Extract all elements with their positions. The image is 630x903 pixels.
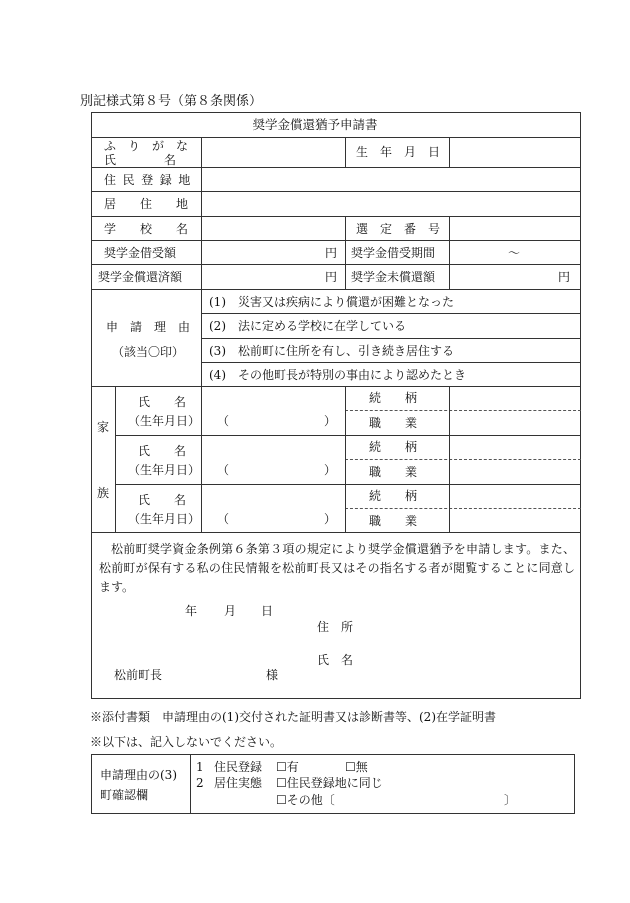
form-title: 奨学金償還猶予申請書 [252, 117, 378, 132]
birthdate-label: 生 年 月 日 [356, 145, 441, 159]
selection-number-label: 選 定 番 号 [356, 222, 441, 236]
unpaid-amount-label: 奨学金未償還額 [351, 270, 436, 284]
loan-period-tilde: ～ [508, 246, 521, 260]
reason-label: 申 請 理 由 [106, 320, 191, 334]
consent-statement: 松前町奨学資金条例第６条第３項の規定により奨学金償還猶予を申請します。また、松前町が保有する私の住民情報を松前町長又はその指名する者が閲覧することに同意します。 [99, 542, 575, 594]
family-paren-open: （ [217, 414, 230, 428]
family-paren-open: （ [217, 512, 230, 526]
confirm-label-1: 申請理由の(3) [100, 768, 177, 782]
address-label: 住 所 [317, 620, 354, 634]
confirm-line3-close: 〕 [504, 793, 517, 807]
confirm-label-2: 町確認欄 [100, 788, 149, 802]
confirm-line1-opt2: ☐無 [345, 760, 368, 774]
confirm-line2-opt1: ☐住民登録地に同じ [276, 776, 383, 790]
confirm-line3-opt: ☐その他〔 [276, 793, 335, 807]
family-birth-label: （生年月日） [128, 463, 201, 477]
loan-amount-label: 奨学金借受額 [104, 246, 177, 260]
family-paren-close: ） [324, 512, 337, 526]
family-paren-close: ） [324, 414, 337, 428]
name-label: 氏 名 [104, 153, 177, 167]
confirm-line1-opt1: ☐有 [276, 760, 299, 774]
repaid-amount-label: 奨学金償還済額 [98, 270, 183, 284]
school-label: 学 校 名 [104, 222, 189, 236]
addressee: 松前町長 [114, 668, 163, 682]
confirm-line1-num: 1 [196, 760, 204, 774]
family-birth-label: （生年月日） [128, 512, 201, 526]
signer-name-label: 氏 名 [317, 653, 354, 667]
honorific: 様 [266, 668, 279, 682]
date-year: 年 [185, 604, 198, 618]
family-paren-open: （ [217, 463, 230, 477]
family-paren-close: ） [324, 463, 337, 477]
date-day: 日 [261, 604, 274, 618]
attachment-note: ※添付書類 申請理由の(1)交付された証明書又は診断書等、(2)在学証明書 [90, 710, 496, 724]
reason-note: （該当〇印） [112, 345, 185, 359]
confirm-line2-num: 2 [196, 776, 204, 790]
family-side-label-1: 家 [97, 420, 110, 434]
repaid-amount-yen: 円 [325, 270, 338, 284]
loan-amount-yen: 円 [325, 246, 338, 260]
confirm-line2-label: 居住実態 [214, 776, 263, 790]
family-name-label: 氏 名 [138, 395, 187, 409]
furigana-label: ふ り が な [104, 139, 189, 153]
office-use-note: ※以下は、記入しないでください。 [90, 735, 283, 749]
family-birth-label: （生年月日） [128, 414, 201, 428]
form-number-heading: 別記様式第８号（第８条関係） [80, 94, 263, 109]
confirm-line1-label: 住民登録 [214, 760, 263, 774]
family-name-label: 氏 名 [138, 444, 187, 458]
family-name-label: 氏 名 [138, 493, 187, 507]
family-relation-label: 続 柄 [369, 489, 418, 503]
residence-registration-label: 住民登録地 [104, 173, 198, 187]
unpaid-amount-yen: 円 [558, 270, 571, 284]
family-occupation-label: 職 業 [369, 514, 418, 528]
family-relation-label: 続 柄 [369, 391, 418, 405]
reason-option-2: (2) 法に定める学校に在学している [209, 319, 406, 333]
date-month: 月 [224, 604, 237, 618]
reason-option-3: (3) 松前町に住所を有し、引き続き居住する [209, 344, 454, 358]
family-occupation-label: 職 業 [369, 416, 418, 430]
family-side-label-2: 族 [97, 486, 110, 500]
reason-option-4: (4) その他町長が特別の事由により認めたとき [209, 368, 466, 382]
family-relation-label: 続 柄 [369, 440, 418, 454]
residence-label: 居 住 地 [104, 197, 189, 211]
loan-period-label: 奨学金借受期間 [351, 246, 436, 260]
family-occupation-label: 職 業 [369, 465, 418, 479]
reason-option-1: (1) 災害又は疾病により償還が困難となった [209, 295, 454, 309]
